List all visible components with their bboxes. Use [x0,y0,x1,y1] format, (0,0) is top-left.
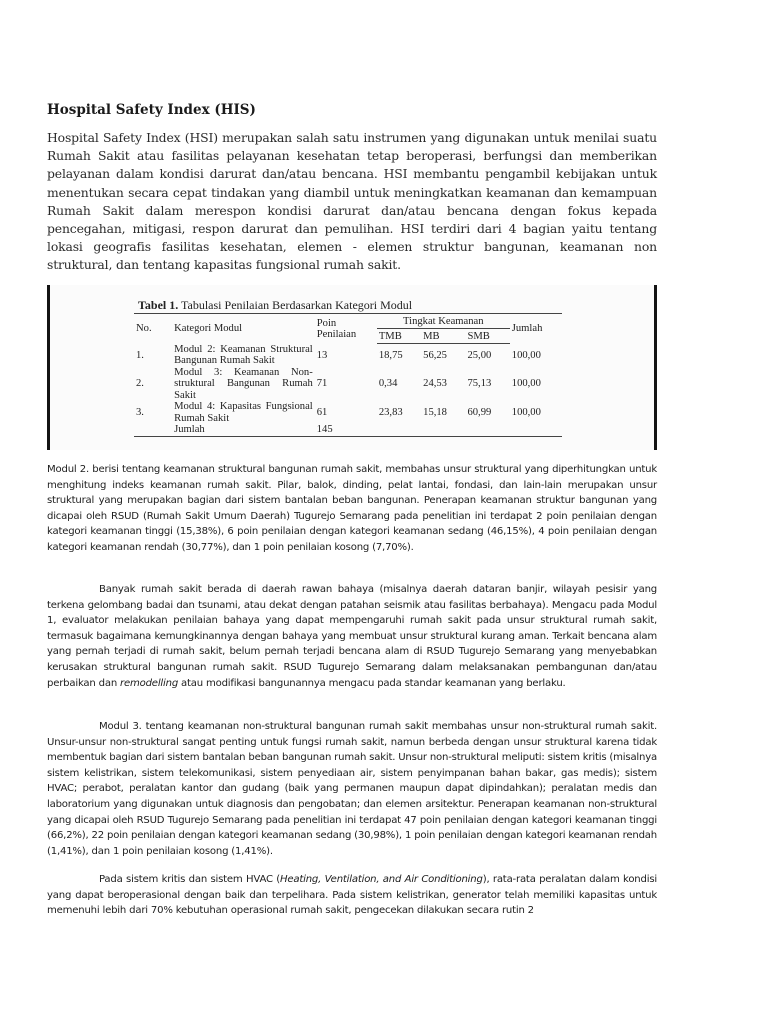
table-caption-label: Tabel 1. [138,298,179,312]
cell-kategori: Modul 4: Kapasitas Fungsional Rumah Sakit [174,401,313,424]
header-mb: MB [421,329,465,344]
cell-no: 2. [136,378,144,390]
cell-poin: 13 [316,349,328,361]
table-header-row [134,314,562,329]
cell-mb: 24,53 [423,378,447,390]
cell-no: 3. [136,407,144,418]
header-tingkat: Tingkat Keamanan [377,314,510,329]
cell-tmb: 18,75 [378,349,403,361]
cell-tmb: 23,83 [378,407,403,418]
paragraph-modul-3: Modul 3. tentang keamanan non-struktural bangunan rumah sakit membahas unsur non-struktural rumah sakit. Unsur-unsur non-struktural sangat penting untuk fungsi rumah sakit, namun berbeda dengan unsur struktural karena tidak membentuk bagian dari sistem bantalan beban bangunan rumah sakit. Unsur non-struktural meliputi: sistem kritis (misalnya sistem kelistrikan, sistem telekomunikasi, sistem penyediaan air, sistem penyimpanan bahan bakar, gas medis); sistem HVAC; perabot, peralatan kantor dan gudang (baik yang permanen maupun dapat dipindahkan); peralatan medis dan laboratorium yang digunakan untuk diagnosis dan pengobatan; dan elemen arsitektur. Penerapan keamanan non-struktural yang dicapai oleh RSUD Tugurejo Semarang pada penelitian ini terdapat 47 poin penilaian dengan kategori keamanan tinggi (66,2%), 22 poin penilaian dengan kategori keamanan sedang (30,98%), 1 poin penilaian dengan kategori keamanan rendah (1,41%), dan 1 poin penilaian kosong (1,41%). [47,721,657,857]
header-kategori: Kategori Modul [172,314,315,344]
header-poin: Poin Penilaian [315,314,377,344]
cell-jumlah: 100,00 [511,378,541,390]
cell-poin: 61 [316,407,328,418]
cell-tmb: 0,34 [378,378,398,390]
cell-jumlah: 100,00 [511,349,541,361]
cell-jumlah: 100,00 [511,407,541,418]
hvac-term: Heating, Ventilation, and Air Conditioning [279,874,483,885]
cell-total-poin: 145 [315,424,377,436]
cell-poin: 71 [316,378,328,390]
header-no: No. [134,314,172,344]
remodelling-term: remodelling [120,677,179,689]
table-row [134,401,562,424]
cell-mb: 56,25 [423,349,447,361]
paragraph-hazard: Banyak rumah sakit berada di daerah rawan bahaya (misalnya daerah dataran banjir, wilayah pesisir yang terkena gelombang badai dan tsunami, atau dekat dengan patahan seismik atau fasilitas berbahaya). Mengacu pada Modul 1, evaluator melakukan penilaian bahaya yang dapat mempengaruhi rumah sakit pada unsur struktural rumah sakit, termasuk bagaimana kemungkinannya dengan bahaya yang membuat unsur struktural kurang aman. Terkait bencana alam yang pernah terjadi di rumah sakit, belum pernah terjadi bencana alam di RSUD Tugurejo Semarang yang menyebabkan kerusakan struktural bangunan rumah sakit. RSUD Tugurejo Semarang dalam melaksanakan pembangunan dan/atau perbaikan dan remodelling atau modifikasi bangunannya mengacu pada standar keamanan yang berlaku. [47,584,657,689]
header-tmb: TMB [377,329,421,344]
header-jumlah: Jumlah [510,314,562,344]
header-smb: SMB [465,329,509,344]
table-total-row [134,424,562,436]
cell-smb: 75,13 [467,378,492,390]
table-figure [47,285,657,450]
cell-smb: 25,00 [467,349,492,361]
cell-smb: 60,99 [467,407,492,418]
cell-kategori: Modul 3: Keamanan Non-struktural Bangunan Rumah Sakit [174,366,313,401]
paragraph-modul-2: Modul 2. berisi tentang keamanan struktural bangunan rumah sakit, membahas unsur struktural yang diperhitungkan untuk menghitung indeks keamanan rumah sakit. Pilar, balok, dinding, pelat lantai, fondasi, dan lain-lain merupakan unsur struktural yang merupakan bagian dari sistem bantalan beban bangunan. Penerapan keamanan struktur bangunan yang dicapai oleh RSUD (Rumah Sakit Umum Daerah) Tugurejo Semarang pada penelitian ini terdapat 2 poin penilaian dengan kategori keamanan tinggi (15,38%), 6 poin penilaian dengan kategori keamanan sedang (46,15%), 4 poin penilaian dengan kategori keamanan rendah (30,77%), dan 1 poin penilaian kosong (7,70%). [47,464,657,553]
cell-mb: 15,18 [423,407,447,418]
table-caption-text: Tabulasi Penilaian Berdasarkan Kategori Modul [178,298,413,312]
table-row [134,344,562,367]
paragraph-hvac: Pada sistem kritis dan sistem HVAC (Heating, Ventilation, and Air Conditioning), rata-rata peralatan dalam kondisi yang dapat beroperasional dengan baik dan terpelihara. Pada sistem kelistrikan, generator telah memiliki kapasitas untuk memenuhi lebih dari 70% kebutuhan operasional rumah sakit, pengecekan dilakukan secara rutin 2 [47,874,657,917]
cell-total-label: Jumlah [172,424,315,436]
cell-no: 1. [136,349,144,361]
cell-kategori: Modul 2: Keamanan Struktural Bangunan Rumah Sakit [174,343,313,366]
table-caption [138,298,412,313]
module-score-table [134,313,562,437]
section-title: Hospital Safety Index (HIS) [47,102,256,118]
intro-paragraph: Hospital Safety Index (HSI) merupakan salah satu instrumen yang digunakan untuk menilai suatu Rumah Sakit atau fasilitas pelayanan kesehatan tetap beroperasi, berfungsi dan memberikan pelayanan dalam kondisi darurat dan/atau bencana. HSI membantu pengambil kebijakan untuk menentukan secara cepat tindakan yang diambil untuk meningkatkan keamanan dan kemampuan Rumah Sakit dalam merespon kondisi darurat dan/atau bencana dengan fokus kepada pencegahan, mitigasi, respon darurat dan pemulihan. HSI terdiri dari 4 bagian yaitu tentang lokasi geografis fasilitas kesehatan, elemen - elemen struktur bangunan, keamanan non struktural, dan tentang kapasitas fungsional rumah sakit. [47,130,657,273]
table-row [134,367,562,402]
